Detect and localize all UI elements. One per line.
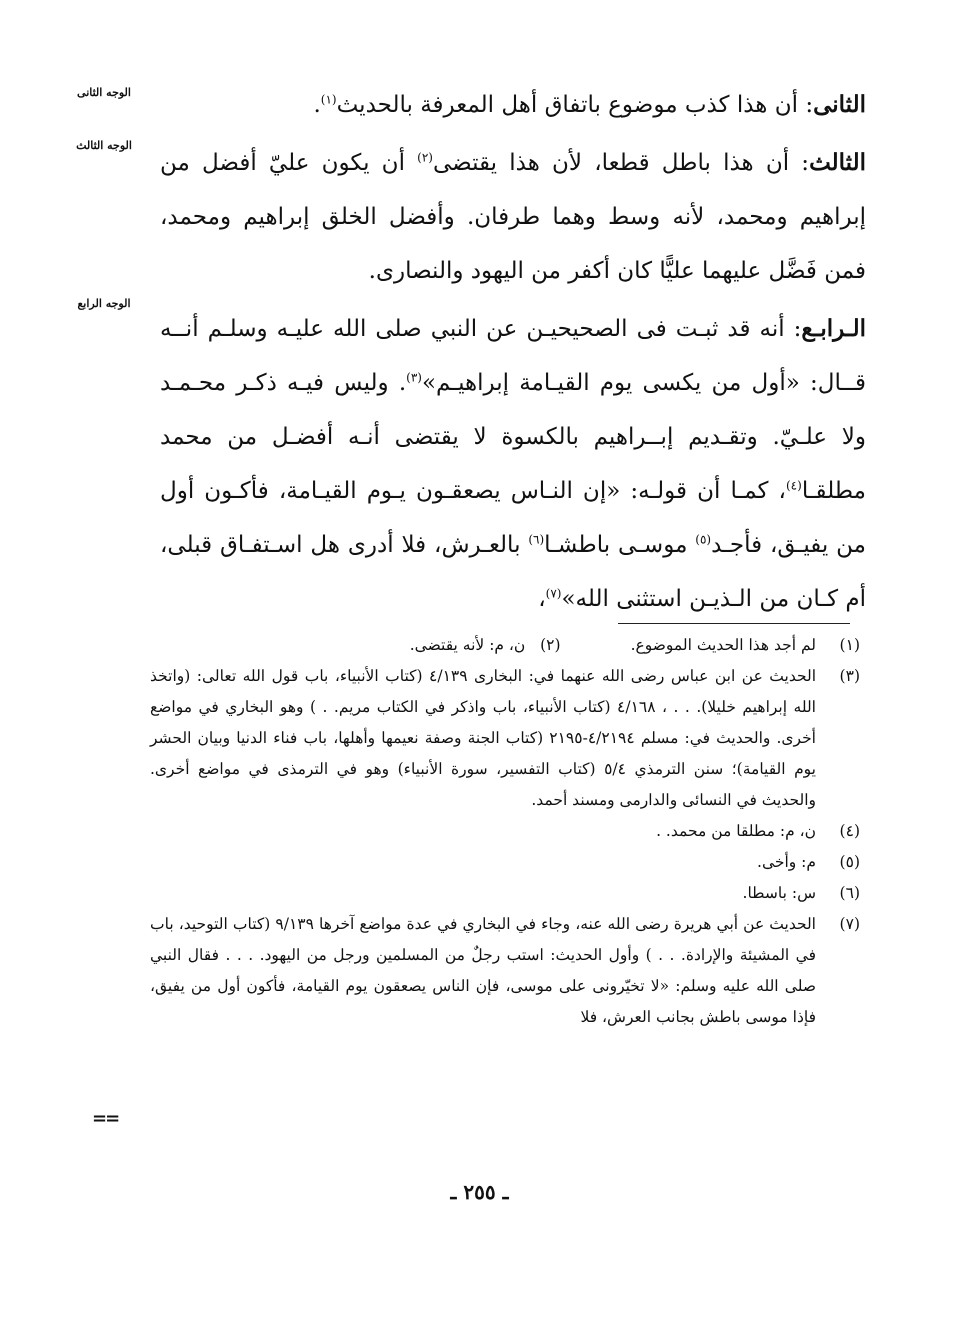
footnote-number: (٧) — [839, 915, 860, 933]
paragraph-text: : أنه قد ثبـت فى الصحيحيـن عن النبي صلى الله عليـه وسلـم أنــه قــال: «أول من يكسى يوم القيـامة إبراهيـم» — [160, 316, 866, 396]
footnote-row — [150, 847, 860, 878]
footnote-text: م: وأخى. — [757, 853, 816, 871]
paragraph-text: ، — [538, 586, 546, 612]
paragraph-lead: الثالث — [809, 149, 867, 176]
paragraph-lead: الـرابـع — [801, 315, 866, 342]
footnote-number: (٤) — [839, 822, 860, 840]
footnote-row — [150, 630, 860, 661]
paragraph-third — [160, 136, 866, 298]
paragraph-lead: الثانى — [813, 91, 866, 118]
footnote-ref: (١) — [320, 92, 337, 107]
footnote-ref: (٧) — [545, 586, 562, 601]
paragraph-text: . وليس فيـه ذكـر محـمـد ولا علـيّ. وتقـديم إبــراهيم بالكسوة لا يقتضى أنـه أفضـل من محمد مطلقـا — [160, 370, 866, 504]
paragraph-text: موسـى باطشـا — [544, 532, 696, 558]
footnote-number: (٥) — [839, 853, 860, 871]
footnote-number: (١) — [839, 636, 860, 654]
paragraph-second — [160, 78, 866, 132]
margin-note-second: الوجه الثانى — [77, 86, 131, 99]
footnotes — [150, 630, 860, 1033]
footnote-number: (٢) — [540, 636, 561, 654]
footnote-ref: (٦) — [528, 532, 545, 547]
paragraph-text: ، كمـا أن قولـه: «إن النـاس يصعقـون يـوم القيـامة، فأكـون أول من يفيـق، فأجـد — [160, 478, 866, 558]
footnote-text: ن، م: مطلقا من محمد. . — [656, 822, 816, 840]
footnote-text: الحديث عن أبي هريرة رضى الله عنه، وجاء في البخاري في عدة مواضع آخرها ٩/١٣٩ (كتاب التوحيد، باب في المشيئة والإرادة. . . ) وأول الحديث: استب رجلٌ من المسلمين ورجل من اليهود. . . . فقال النبي صلى الله عليه وسلم: «لا تخيّرونى على موسى، فإن الناس يصعقون يوم القيامة، فأكون أول من يفيق، فإذا موسى باطش بجانب العرش، فلا — [150, 915, 816, 1026]
footnote-number: (٦) — [839, 884, 860, 902]
footnote-pair — [150, 630, 816, 661]
footnote-ref: (٤) — [785, 478, 802, 493]
footnote-number: (٣) — [839, 667, 860, 685]
paragraph-text: : أن هذا باطل قطعا، لأن هذا يقتضى — [432, 150, 810, 176]
footnote-text: ن، م: لأنه يقتضى. — [409, 636, 526, 654]
footnote-ref: (٣) — [406, 370, 422, 385]
footnote-text: لم أجد هذا الحديث الموضوع. — [630, 636, 816, 654]
margin-note-third: الوجه الثالث — [76, 139, 132, 152]
paragraph-text: بالعـرش، فلا أدرى هل اسـتفـاق قبلى، أم كـان من الـذيـن استثنى الله» — [160, 532, 866, 612]
paragraph-text: : أن هذا كذب موضوع باتفاق أهل المعرفة بالحديث — [336, 92, 814, 118]
footnote-separator — [618, 623, 850, 624]
paragraph-fourth — [160, 302, 866, 626]
margin-note-fourth: الوجه الرابع — [77, 297, 131, 310]
main-text — [160, 78, 866, 626]
footnote-row — [150, 816, 860, 847]
continuation-mark: == — [92, 1108, 119, 1129]
footnote-text: س: باسطا. — [742, 884, 816, 902]
footnote-row — [150, 909, 860, 1033]
footnote-ref: (٥) — [695, 532, 712, 547]
page-number: ـ ٢٥٥ ـ — [450, 1180, 509, 1204]
paragraph-text: . — [313, 92, 321, 118]
footnote-text: الحديث عن ابن عباس رضى الله عنهما في: البخارى ٤/١٣٩ (كتاب الأنبياء، باب قول الله تعالى: (واتخذ الله إبراهيم خليلا). . . ، ٤/١٦٨ (كتاب الأنبياء، باب واذكر في الكتاب مريم. . ) وهو البخاري في مواضع أخرى. والحديث في: مسلم ٤/٢١٩٤-٢١٩٥ (كتاب الجنة وصفة نعيمها وأهلها، باب فناء الدنيا وبيان الحشر يوم القيامة)؛ سنن الترمذي ٥/٤ (كتاب التفسير، سورة الأنبياء) وهو في الترمذى في مواضع أخرى. والحديث في النسائى والدارمى ومسند أحمد. — [150, 667, 817, 809]
footnote-row — [150, 878, 860, 909]
footnote-row — [150, 661, 860, 816]
footnote-ref: (٢) — [417, 150, 433, 165]
paragraph-text: أن يكون عليّ أفضل من إبراهيم ومحمد، لأنه وسط وهما طرفان. وأفضل الخلق إبراهيم ومحمد، فمن فَضَّل عليهما عليًّا كان أكفر من اليهود والنصارى. — [160, 150, 866, 284]
